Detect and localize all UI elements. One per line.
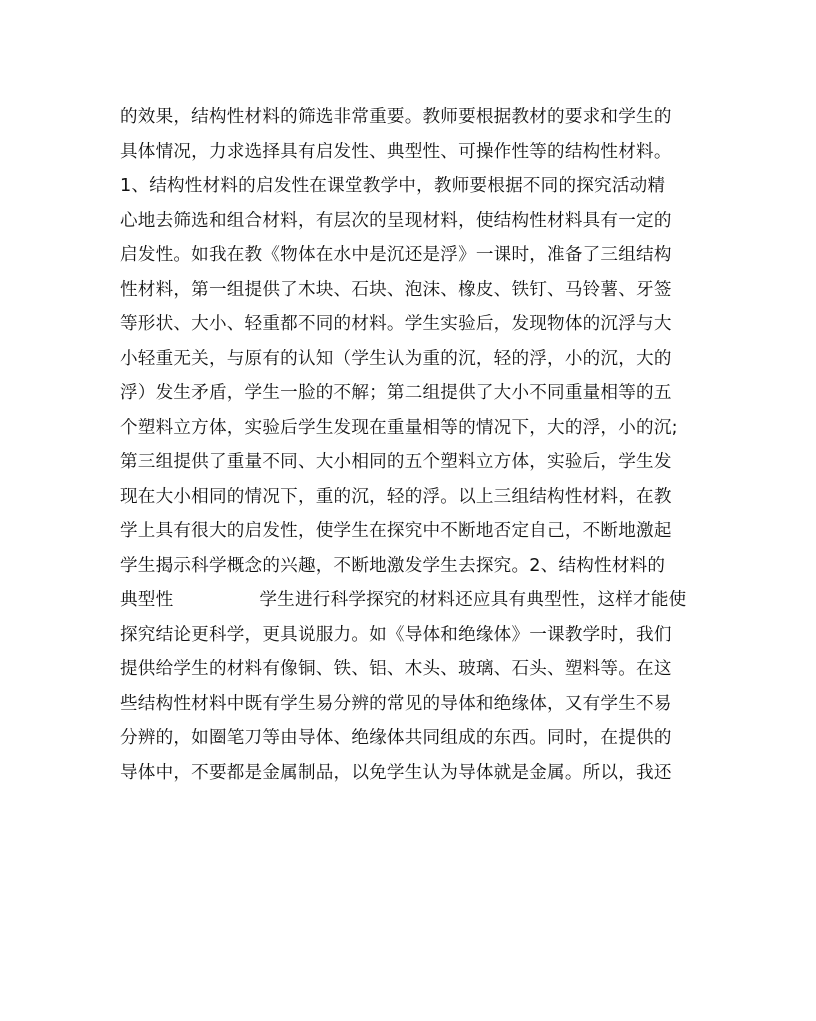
text-line-19: 分辨的，如圈笔刀等由导体、绝缘体共同组成的东西。同时，在提供的 bbox=[120, 728, 672, 748]
text-line-6: 性材料，第一组提供了木块、石块、泡沫、橡皮、铁钉、马铃薯、牙签 bbox=[120, 279, 672, 300]
text-line-7: 等形状、大小、轻重都不同的材料。学生实验后，发现物体的沉浮与大 bbox=[120, 314, 672, 334]
text-line-4: 心地去筛选和组合材料，有层次的呈现材料，使结构性材料具有一定的 bbox=[120, 210, 672, 231]
text-line-15 bbox=[120, 583, 700, 618]
text-line-2: 具体情况，力求选择具有启发性、典型性、可操作性等的结构性材料。 bbox=[120, 141, 672, 162]
text-line-16: 探究结论更科学，更具说服力。如《导体和绝缘体》一课教学时，我们 bbox=[120, 624, 672, 645]
body-text bbox=[120, 100, 700, 790]
section-heading: 典型性 bbox=[120, 590, 174, 610]
text-line-9: 浮）发生矛盾，学生一脸的不解；第二组提供了大小不同重量相等的五 bbox=[120, 383, 672, 403]
text-line-10: 个塑料立方体，实验后学生发现在重量相等的情况下，大的浮，小的沉; bbox=[120, 417, 678, 438]
text-line-8: 小轻重无关，与原有的认知（学生认为重的沉，轻的浮，小的沉，大的 bbox=[120, 348, 672, 369]
text-line-14: 学生揭示科学概念的兴趣，不断地激发学生去探究。2、结构性材料的 bbox=[120, 555, 666, 576]
text-line-3: 1、结构性材料的启发性在课堂教学中，教师要根据不同的探究活动精 bbox=[120, 176, 666, 196]
text-line-20: 导体中，不要都是金属制品，以免学生认为导体就是金属。所以，我还 bbox=[120, 762, 672, 783]
text-line-1: 的效果，结构性材料的筛选非常重要。教师要根据教材的要求和学生的 bbox=[120, 107, 672, 127]
text-line-12: 现在大小相同的情况下，重的沉，轻的浮。以上三组结构性材料，在教 bbox=[120, 486, 672, 507]
text-line-5: 启发性。如我在教《物体在水中是沉还是浮》一课时，准备了三组结构 bbox=[120, 245, 672, 265]
text-line-18: 些结构性材料中既有学生易分辨的常见的导体和绝缘体，又有学生不易 bbox=[120, 693, 672, 714]
text-line-11: 第三组提供了重量不同、大小相同的五个塑料立方体，实验后，学生发 bbox=[120, 452, 672, 472]
text-line-17: 提供给学生的材料有像铜、铁、铝、木头、玻璃、石头、塑料等。在这 bbox=[120, 659, 672, 679]
text-line-13: 学上具有很大的启发性，使学生在探究中不断地否定自己，不断地激起 bbox=[120, 521, 672, 541]
section-text: 学生进行科学探究的材料还应具有典型性，这样才能使 bbox=[259, 590, 687, 610]
